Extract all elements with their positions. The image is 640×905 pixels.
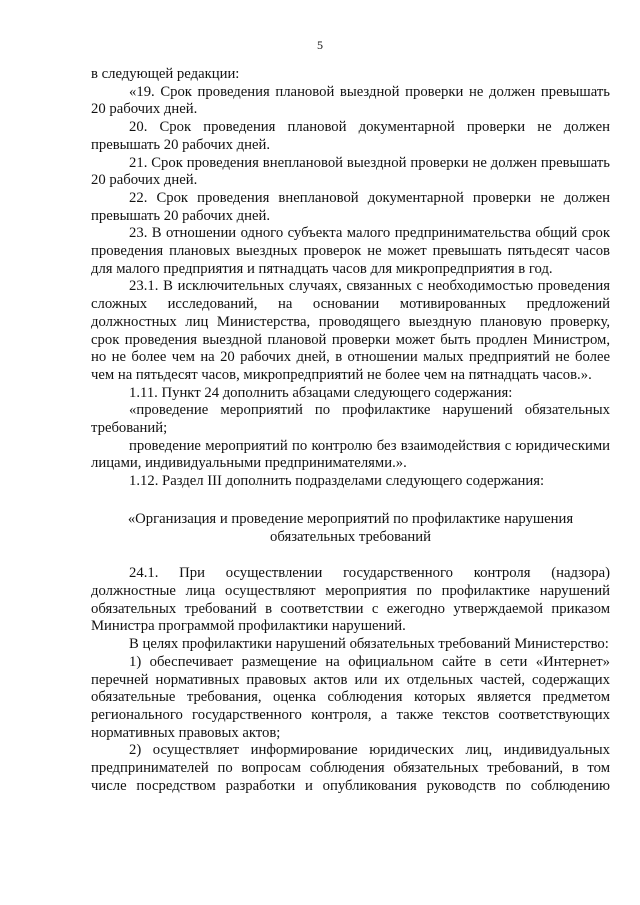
- paragraph-quote-prevention: «проведение мероприятий по профилактике нарушений обязательных требований;: [91, 402, 610, 437]
- paragraph-item-20: 20. Срок проведения плановой документарной проверки не должен превышать 20 рабочих дней.: [91, 119, 610, 153]
- paragraph-item-19: «19. Срок проведения плановой выездной проверки не должен превышать 20 рабочих дней.: [91, 83, 610, 118]
- paragraph-item-23-1: 23.1. В исключительных случаях, связанных с необходимостью проведения сложных исследований, на основании мотивированных предложений должностных лиц Министерства, проводящего выездную плановую проверку, срок проведения выездной плановой проверки может быть продлен Министром, но не более чем на 20 рабочих дней, в отношении малых предприятий не более чем на пятьдесят часов, микропредприятий не более чем на пятнадцать часов.».: [91, 278, 610, 383]
- paragraph-item-23: 23. В отношении одного субъекта малого предпринимательства общий срок проведения плановых выездных проверок не может превышать пятьдесят часов для малого предприятия и пятнадцать часов для микропредприятия в год.: [91, 225, 610, 277]
- spacer: [91, 546, 610, 565]
- spacer: [91, 491, 610, 511]
- paragraph-item-22: 22. Срок проведения внеплановой документарной проверки не должен превышать 20 рабочих дней.: [91, 189, 610, 224]
- paragraph-duty-1: 1) обеспечивает размещение на официальном сайте в сети «Интернет» перечней нормативных правовых актов или их отдельных частей, содержащих обязательные требования, оценка соблюдения которых является предметом регионального государственного контроля, а также текстов соответствующих нормативных правовых актов;: [91, 653, 610, 741]
- paragraph-item-24-1: 24.1. При осуществлении государственного контроля (надзора) должностные лица осуществляют мероприятия по профилактике нарушений обязательных требований в соответствии с ежегодно утверждаемой приказом Министра программой профилактики нарушений.: [91, 565, 610, 635]
- paragraph-ministry-intro: В целях профилактики нарушений обязательных требований Министерство:: [129, 636, 609, 653]
- paragraph-duty-2: 2) осуществляет информирование юридических лиц, индивидуальных предпринимателей по вопросам соблюдения обязательных требований, в том числе посредством разработки и опубликования руководств по соблюдению: [91, 742, 610, 794]
- paragraph-quote-control: проведение мероприятий по контролю без взаимодействия с юридическими лицами, индивидуальными предпринимателями.».: [91, 437, 610, 472]
- document-body: [91, 66, 610, 795]
- page-number: 5: [317, 38, 323, 52]
- paragraph-amendment-1-11: 1.11. Пункт 24 дополнить абзацами следующего содержания:: [129, 384, 513, 401]
- paragraph-item-21: 21. Срок проведения внеплановой выездной проверки не должен превышать 20 рабочих дней.: [91, 154, 610, 189]
- paragraph-amendment-1-12: 1.12. Раздел III дополнить подразделами следующего содержания:: [129, 473, 545, 490]
- paragraph: в следующей редакции:: [91, 66, 240, 82]
- section-heading: «Организация и проведение мероприятий по профилактике нарушения обязательных требований: [127, 510, 574, 545]
